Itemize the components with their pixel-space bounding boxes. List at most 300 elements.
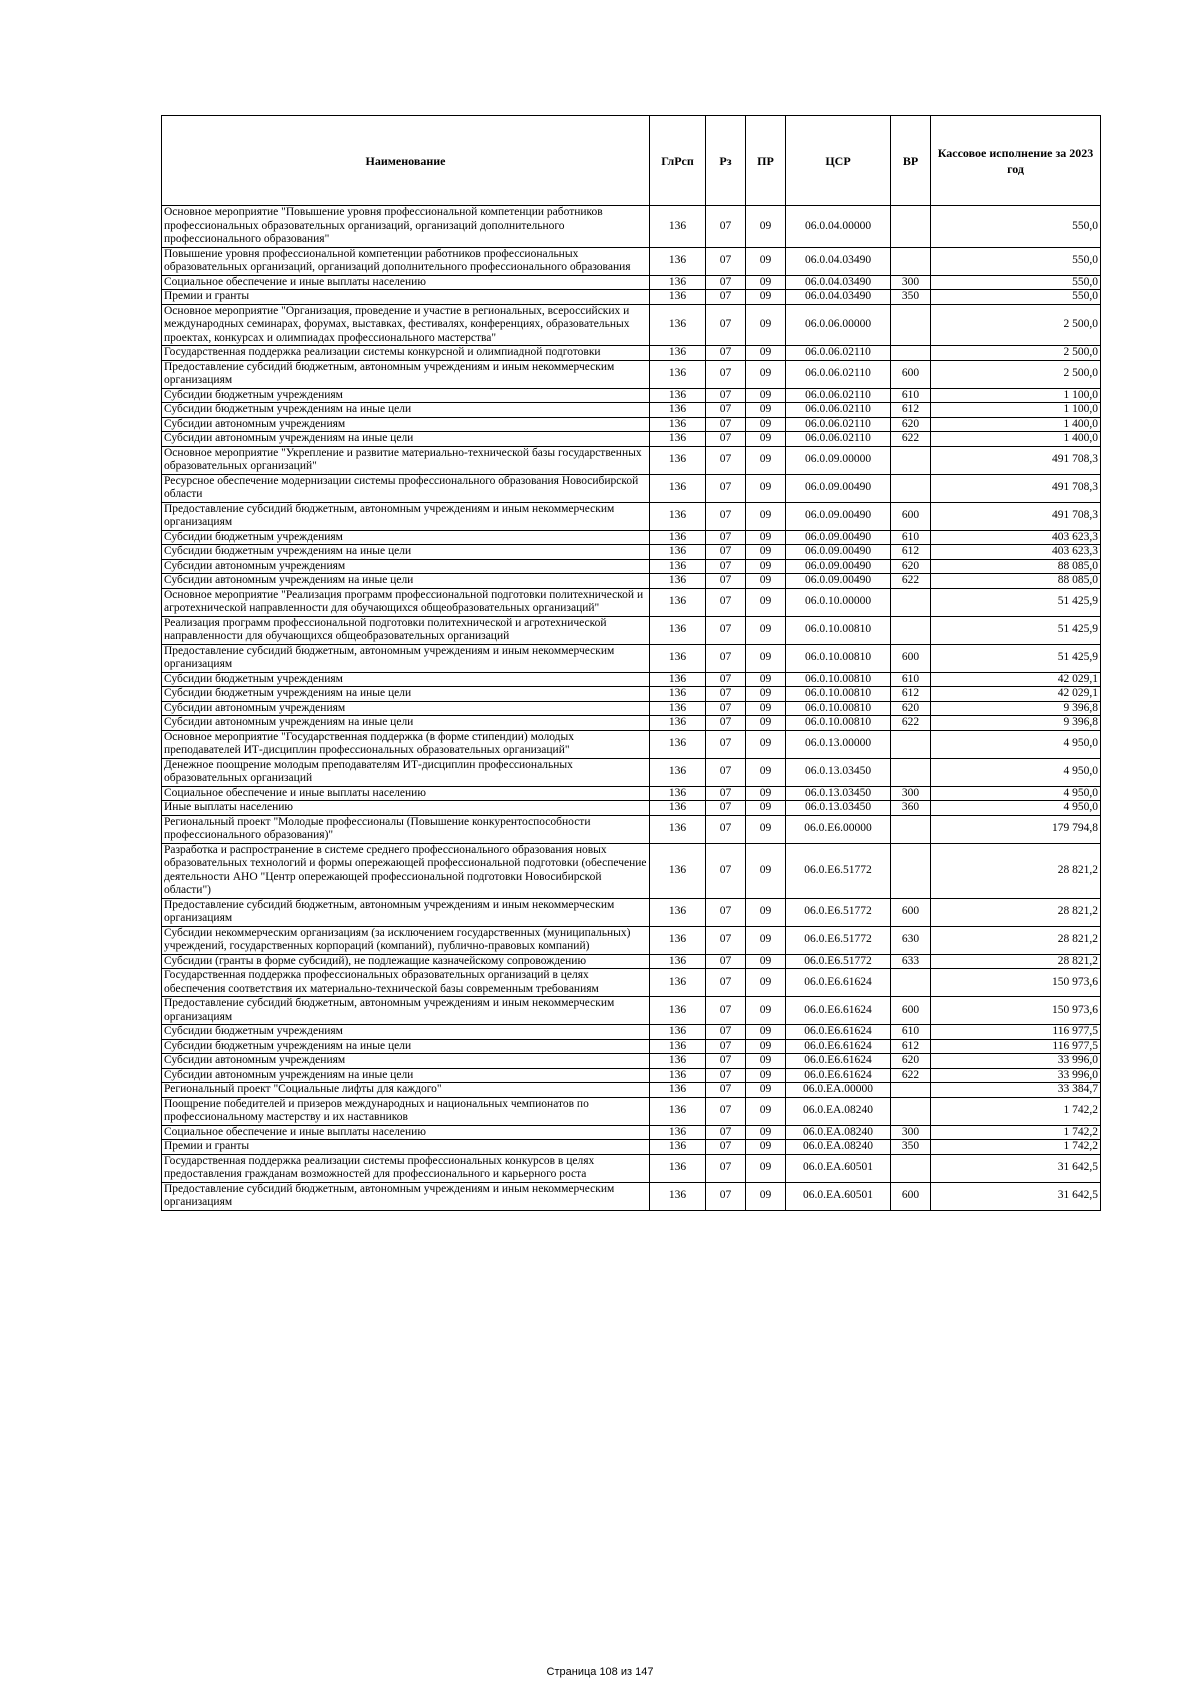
row-name-cell: Региональный проект "Молодые профессионалы (Повышение конкурентоспособности профессионального образования)" [162,815,650,843]
row-rz-cell: 07 [706,898,746,926]
row-vr-cell: 600 [891,997,931,1025]
row-pr-cell: 09 [746,559,786,574]
row-csr-cell: 06.0.09.00490 [786,574,891,589]
row-rz-cell: 07 [706,687,746,702]
row-csr-cell: 06.0.EA.60501 [786,1154,891,1182]
row-rz-cell: 07 [706,360,746,388]
row-name-cell: Субсидии бюджетным учреждениям на иные цели [162,545,650,560]
row-amount-cell: 4 950,0 [931,730,1101,758]
row-rz-cell: 07 [706,997,746,1025]
row-rz-cell: 07 [706,701,746,716]
row-csr-cell: 06.0.06.02110 [786,417,891,432]
row-amount-cell: 491 708,3 [931,446,1101,474]
row-name-cell: Субсидии (гранты в форме субсидий), не подлежащие казначейскому сопровождению [162,954,650,969]
table-row [162,687,1101,702]
row-vr-cell: 612 [891,403,931,418]
row-rz-cell: 07 [706,730,746,758]
row-pr-cell: 09 [746,801,786,816]
row-name-cell: Предоставление субсидий бюджетным, автономным учреждениям и иным некоммерческим организациям [162,898,650,926]
row-amount-cell: 51 425,9 [931,616,1101,644]
table-row [162,644,1101,672]
row-amount-cell: 550,0 [931,290,1101,305]
row-pr-cell: 09 [746,701,786,716]
row-pr-cell: 09 [746,1140,786,1155]
table-row [162,730,1101,758]
row-csr-cell: 06.0.E6.51772 [786,898,891,926]
table-row [162,388,1101,403]
row-amount-cell: 550,0 [931,275,1101,290]
row-csr-cell: 06.0.E6.51772 [786,926,891,954]
row-csr-cell: 06.0.13.03450 [786,801,891,816]
row-vr-cell: 612 [891,1039,931,1054]
row-glrsp-cell: 136 [650,1054,706,1069]
row-name-cell: Субсидии автономным учреждениям на иные цели [162,716,650,731]
row-rz-cell: 07 [706,801,746,816]
header-csr: ЦСР [786,116,891,206]
row-rz-cell: 07 [706,1083,746,1098]
row-csr-cell: 06.0.09.00490 [786,559,891,574]
row-rz-cell: 07 [706,1068,746,1083]
row-vr-cell: 300 [891,1125,931,1140]
row-amount-cell: 150 973,6 [931,997,1101,1025]
budget-sheet [161,115,1100,1211]
row-rz-cell: 07 [706,616,746,644]
row-rz-cell: 07 [706,672,746,687]
row-vr-cell [891,1097,931,1125]
row-vr-cell [891,758,931,786]
row-name-cell: Государственная поддержка реализации системы профессиональных конкурсов в целях предоставления гражданам возможностей для профессионального и карьерного роста [162,1154,650,1182]
row-vr-cell: 600 [891,644,931,672]
row-vr-cell [891,969,931,997]
row-name-cell: Иные выплаты населению [162,801,650,816]
row-rz-cell: 07 [706,1039,746,1054]
row-amount-cell: 1 400,0 [931,417,1101,432]
row-amount-cell: 1 742,2 [931,1125,1101,1140]
row-rz-cell: 07 [706,1182,746,1210]
row-glrsp-cell: 136 [650,360,706,388]
row-csr-cell: 06.0.10.00810 [786,616,891,644]
row-glrsp-cell: 136 [650,275,706,290]
row-name-cell: Субсидии автономным учреждениям [162,559,650,574]
row-csr-cell: 06.0.04.00000 [786,206,891,248]
row-csr-cell: 06.0.13.03450 [786,786,891,801]
row-vr-cell: 600 [891,1182,931,1210]
row-amount-cell: 4 950,0 [931,758,1101,786]
row-vr-cell [891,730,931,758]
row-name-cell: Субсидии бюджетным учреждениям [162,1025,650,1040]
row-pr-cell: 09 [746,502,786,530]
row-name-cell: Предоставление субсидий бюджетным, автономным учреждениям и иным некоммерческим организациям [162,644,650,672]
row-pr-cell: 09 [746,672,786,687]
row-glrsp-cell: 136 [650,346,706,361]
table-row [162,304,1101,346]
row-name-cell: Основное мероприятие "Повышение уровня профессиональной компетенции работников профессиональных образовательных организаций, организаций дополнительного профессионального образования" [162,206,650,248]
row-name-cell: Поощрение победителей и призеров международных и национальных чемпионатов по профессиональному мастерству и их наставников [162,1097,650,1125]
row-amount-cell: 28 821,2 [931,898,1101,926]
row-amount-cell: 2 500,0 [931,346,1101,361]
budget-table [161,115,1101,1211]
row-pr-cell: 09 [746,304,786,346]
table-row [162,1068,1101,1083]
row-glrsp-cell: 136 [650,954,706,969]
table-row [162,559,1101,574]
table-body [162,206,1101,1211]
row-name-cell: Предоставление субсидий бюджетным, автономным учреждениям и иным некоммерческим организациям [162,997,650,1025]
row-vr-cell: 630 [891,926,931,954]
row-rz-cell: 07 [706,275,746,290]
row-glrsp-cell: 136 [650,969,706,997]
row-vr-cell: 620 [891,417,931,432]
header-amount: Кассовое исполнение за 2023 год [931,116,1101,206]
header-rz: Рз [706,116,746,206]
row-vr-cell: 622 [891,574,931,589]
row-vr-cell: 610 [891,530,931,545]
row-amount-cell: 403 623,3 [931,545,1101,560]
row-pr-cell: 09 [746,446,786,474]
row-amount-cell: 2 500,0 [931,304,1101,346]
row-csr-cell: 06.0.E6.61624 [786,1039,891,1054]
table-row [162,574,1101,589]
table-row [162,672,1101,687]
row-name-cell: Субсидии бюджетным учреждениям на иные цели [162,403,650,418]
row-pr-cell: 09 [746,997,786,1025]
row-pr-cell: 09 [746,1125,786,1140]
row-amount-cell: 1 100,0 [931,403,1101,418]
row-vr-cell: 360 [891,801,931,816]
row-pr-cell: 09 [746,290,786,305]
row-rz-cell: 07 [706,786,746,801]
row-glrsp-cell: 136 [650,403,706,418]
row-pr-cell: 09 [746,574,786,589]
table-row [162,758,1101,786]
row-csr-cell: 06.0.EA.08240 [786,1125,891,1140]
row-name-cell: Предоставление субсидий бюджетным, автономным учреждениям и иным некоммерческим организациям [162,502,650,530]
row-glrsp-cell: 136 [650,1125,706,1140]
row-amount-cell: 179 794,8 [931,815,1101,843]
row-vr-cell: 600 [891,502,931,530]
row-rz-cell: 07 [706,530,746,545]
row-amount-cell: 33 996,0 [931,1054,1101,1069]
row-rz-cell: 07 [706,559,746,574]
row-csr-cell: 06.0.09.00490 [786,545,891,560]
row-name-cell: Премии и гранты [162,1140,650,1155]
row-rz-cell: 07 [706,403,746,418]
row-amount-cell: 1 742,2 [931,1097,1101,1125]
row-name-cell: Субсидии автономным учреждениям на иные цели [162,574,650,589]
row-name-cell: Ресурсное обеспечение модернизации системы профессионального образования Новосибирской области [162,474,650,502]
row-name-cell: Субсидии автономным учреждениям [162,1054,650,1069]
row-name-cell: Основное мероприятие "Реализация программ профессиональной подготовки политехнической и агротехнической направленности для обучающихся общеобразовательных организаций" [162,588,650,616]
table-row [162,432,1101,447]
row-vr-cell: 622 [891,1068,931,1083]
row-amount-cell: 33 996,0 [931,1068,1101,1083]
row-glrsp-cell: 136 [650,758,706,786]
row-glrsp-cell: 136 [650,388,706,403]
row-csr-cell: 06.0.10.00810 [786,716,891,731]
row-vr-cell: 350 [891,290,931,305]
row-pr-cell: 09 [746,545,786,560]
table-row [162,275,1101,290]
row-vr-cell: 612 [891,687,931,702]
header-pr: ПР [746,116,786,206]
table-row [162,843,1101,898]
header-vr: ВР [891,116,931,206]
row-amount-cell: 28 821,2 [931,954,1101,969]
row-glrsp-cell: 136 [650,672,706,687]
row-csr-cell: 06.0.E6.61624 [786,997,891,1025]
row-rz-cell: 07 [706,969,746,997]
row-pr-cell: 09 [746,1054,786,1069]
row-vr-cell: 612 [891,545,931,560]
row-rz-cell: 07 [706,758,746,786]
row-vr-cell: 620 [891,1054,931,1069]
row-csr-cell: 06.0.EA.08240 [786,1097,891,1125]
table-row [162,716,1101,731]
row-name-cell: Повышение уровня профессиональной компетенции работников профессиональных образовательных организаций, организаций дополнительного профессионального образования [162,247,650,275]
row-vr-cell: 300 [891,786,931,801]
row-glrsp-cell: 136 [650,304,706,346]
table-row [162,290,1101,305]
row-name-cell: Реализация программ профессиональной подготовки политехнической и агротехнической направленности для обучающихся общеобразовательных организаций [162,616,650,644]
row-glrsp-cell: 136 [650,1140,706,1155]
row-glrsp-cell: 136 [650,206,706,248]
table-row [162,1182,1101,1210]
row-glrsp-cell: 136 [650,559,706,574]
row-csr-cell: 06.0.09.00490 [786,530,891,545]
row-glrsp-cell: 136 [650,997,706,1025]
row-rz-cell: 07 [706,417,746,432]
table-row [162,1097,1101,1125]
row-glrsp-cell: 136 [650,574,706,589]
row-amount-cell: 51 425,9 [931,644,1101,672]
row-csr-cell: 06.0.10.00810 [786,701,891,716]
row-glrsp-cell: 136 [650,545,706,560]
row-pr-cell: 09 [746,247,786,275]
row-pr-cell: 09 [746,1182,786,1210]
row-csr-cell: 06.0.04.03490 [786,275,891,290]
row-vr-cell [891,474,931,502]
row-rz-cell: 07 [706,290,746,305]
table-row [162,530,1101,545]
row-pr-cell: 09 [746,644,786,672]
row-pr-cell: 09 [746,815,786,843]
row-pr-cell: 09 [746,275,786,290]
row-name-cell: Основное мероприятие "Укрепление и развитие материально-технической базы государственных образовательных организаций" [162,446,650,474]
row-amount-cell: 550,0 [931,247,1101,275]
row-csr-cell: 06.0.EA.08240 [786,1140,891,1155]
row-vr-cell: 610 [891,672,931,687]
row-rz-cell: 07 [706,1140,746,1155]
table-row [162,588,1101,616]
row-amount-cell: 33 384,7 [931,1083,1101,1098]
row-vr-cell: 600 [891,898,931,926]
row-pr-cell: 09 [746,1154,786,1182]
row-glrsp-cell: 136 [650,502,706,530]
table-row [162,247,1101,275]
row-csr-cell: 06.0.10.00810 [786,687,891,702]
row-pr-cell: 09 [746,474,786,502]
row-amount-cell: 491 708,3 [931,474,1101,502]
row-amount-cell: 28 821,2 [931,843,1101,898]
row-vr-cell: 610 [891,1025,931,1040]
table-row [162,417,1101,432]
row-pr-cell: 09 [746,843,786,898]
row-glrsp-cell: 136 [650,701,706,716]
table-row [162,206,1101,248]
row-vr-cell [891,588,931,616]
table-row [162,360,1101,388]
row-pr-cell: 09 [746,388,786,403]
row-pr-cell: 09 [746,730,786,758]
row-name-cell: Основное мероприятие "Организация, проведение и участие в региональных, всероссийских и международных семинарах, форумах, выставках, фестивалях, конференциях, образовательных проектах, конкурсах и олимпиадах профессионального мастерства" [162,304,650,346]
row-name-cell: Субсидии автономным учреждениям на иные цели [162,432,650,447]
table-row [162,446,1101,474]
row-pr-cell: 09 [746,687,786,702]
row-rz-cell: 07 [706,815,746,843]
row-amount-cell: 88 085,0 [931,559,1101,574]
row-csr-cell: 06.0.10.00810 [786,644,891,672]
table-row [162,801,1101,816]
row-amount-cell: 31 642,5 [931,1154,1101,1182]
row-csr-cell: 06.0.EA.60501 [786,1182,891,1210]
row-rz-cell: 07 [706,474,746,502]
row-glrsp-cell: 136 [650,417,706,432]
row-vr-cell [891,1083,931,1098]
row-vr-cell [891,304,931,346]
row-name-cell: Государственная поддержка реализации системы конкурсной и олимпиадной подготовки [162,346,650,361]
row-amount-cell: 1 100,0 [931,388,1101,403]
row-vr-cell [891,346,931,361]
row-rz-cell: 07 [706,716,746,731]
table-row [162,954,1101,969]
header-name: Наименование [162,116,650,206]
table-row [162,969,1101,997]
row-csr-cell: 06.0.E6.61624 [786,1025,891,1040]
row-amount-cell: 31 642,5 [931,1182,1101,1210]
table-row [162,898,1101,926]
table-row [162,997,1101,1025]
row-glrsp-cell: 136 [650,1097,706,1125]
row-vr-cell: 610 [891,388,931,403]
row-pr-cell: 09 [746,530,786,545]
table-row [162,786,1101,801]
row-csr-cell: 06.0.06.02110 [786,403,891,418]
table-row [162,1054,1101,1069]
row-pr-cell: 09 [746,360,786,388]
row-amount-cell: 4 950,0 [931,786,1101,801]
row-pr-cell: 09 [746,758,786,786]
row-amount-cell: 150 973,6 [931,969,1101,997]
row-pr-cell: 09 [746,898,786,926]
table-row [162,1025,1101,1040]
row-name-cell: Региональный проект "Социальные лифты для каждого" [162,1083,650,1098]
row-rz-cell: 07 [706,304,746,346]
row-rz-cell: 07 [706,954,746,969]
row-glrsp-cell: 136 [650,474,706,502]
row-amount-cell: 403 623,3 [931,530,1101,545]
row-csr-cell: 06.0.E6.61624 [786,1068,891,1083]
table-row [162,1125,1101,1140]
row-csr-cell: 06.0.06.02110 [786,432,891,447]
table-row [162,926,1101,954]
row-csr-cell: 06.0.E6.51772 [786,843,891,898]
table-row [162,474,1101,502]
table-row [162,616,1101,644]
row-vr-cell: 600 [891,360,931,388]
row-name-cell: Субсидии некоммерческим организациям (за исключением государственных (муниципальных) учреждений, государственных корпораций (компаний), публично-правовых компаний) [162,926,650,954]
row-name-cell: Премии и гранты [162,290,650,305]
row-amount-cell: 1 742,2 [931,1140,1101,1155]
row-csr-cell: 06.0.06.02110 [786,388,891,403]
row-vr-cell [891,446,931,474]
row-csr-cell: 06.0.10.00810 [786,672,891,687]
row-glrsp-cell: 136 [650,247,706,275]
row-amount-cell: 9 396,8 [931,701,1101,716]
row-csr-cell: 06.0.E6.61624 [786,1054,891,1069]
row-rz-cell: 07 [706,1154,746,1182]
row-vr-cell [891,616,931,644]
row-glrsp-cell: 136 [650,432,706,447]
row-csr-cell: 06.0.06.02110 [786,360,891,388]
row-name-cell: Субсидии бюджетным учреждениям на иные цели [162,1039,650,1054]
table-row [162,346,1101,361]
row-name-cell: Социальное обеспечение и иные выплаты населению [162,275,650,290]
row-vr-cell [891,843,931,898]
row-vr-cell [891,206,931,248]
row-csr-cell: 06.0.13.03450 [786,758,891,786]
row-rz-cell: 07 [706,346,746,361]
row-amount-cell: 88 085,0 [931,574,1101,589]
row-amount-cell: 42 029,1 [931,687,1101,702]
header-glrsp: ГлРсп [650,116,706,206]
row-vr-cell [891,247,931,275]
row-rz-cell: 07 [706,1125,746,1140]
row-amount-cell: 28 821,2 [931,926,1101,954]
row-amount-cell: 491 708,3 [931,502,1101,530]
row-amount-cell: 4 950,0 [931,801,1101,816]
row-pr-cell: 09 [746,969,786,997]
row-pr-cell: 09 [746,206,786,248]
row-vr-cell: 300 [891,275,931,290]
table-header-row [162,116,1101,206]
table-row [162,403,1101,418]
row-rz-cell: 07 [706,446,746,474]
row-pr-cell: 09 [746,588,786,616]
row-name-cell: Социальное обеспечение и иные выплаты населению [162,1125,650,1140]
table-row [162,1039,1101,1054]
row-vr-cell [891,815,931,843]
row-glrsp-cell: 136 [650,644,706,672]
row-rz-cell: 07 [706,247,746,275]
row-csr-cell: 06.0.04.03490 [786,247,891,275]
row-rz-cell: 07 [706,206,746,248]
row-vr-cell: 350 [891,1140,931,1155]
row-csr-cell: 06.0.09.00490 [786,474,891,502]
row-rz-cell: 07 [706,502,746,530]
table-row [162,1083,1101,1098]
row-amount-cell: 1 400,0 [931,432,1101,447]
row-rz-cell: 07 [706,926,746,954]
row-name-cell: Субсидии бюджетным учреждениям [162,672,650,687]
row-csr-cell: 06.0.13.00000 [786,730,891,758]
row-amount-cell: 9 396,8 [931,716,1101,731]
row-csr-cell: 06.0.09.00000 [786,446,891,474]
row-glrsp-cell: 136 [650,616,706,644]
row-csr-cell: 06.0.E6.00000 [786,815,891,843]
row-csr-cell: 06.0.E6.61624 [786,969,891,997]
row-name-cell: Основное мероприятие "Государственная поддержка (в форме стипендии) молодых преподавателей ИТ-дисциплин профессиональных образовательных организаций" [162,730,650,758]
row-pr-cell: 09 [746,1083,786,1098]
